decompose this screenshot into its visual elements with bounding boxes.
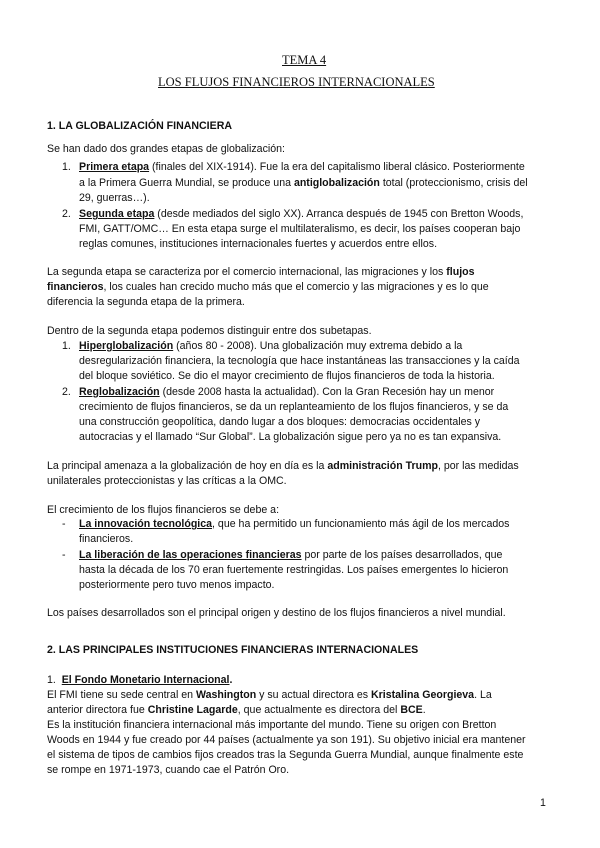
list-item-line: autocracias y el llamado “Sur Global”. La globalización sigue pero ya no es tan expansiva. bbox=[79, 431, 502, 443]
section-2-heading: 2. LAS PRINCIPALES INSTITUCIONES FINANCIERAS INTERNACIONALES bbox=[47, 644, 419, 656]
list-item-line: financieros. bbox=[79, 533, 134, 545]
paragraph-line: diferencia la segunda etapa de la primera. bbox=[47, 296, 245, 308]
intro-paragraph: Se han dado dos grandes etapas de globalización: bbox=[47, 143, 285, 155]
list-dash: - bbox=[62, 549, 66, 561]
page-title: LOS FLUJOS FINANCIEROS INTERNACIONALES bbox=[158, 75, 435, 89]
subsection-title: 1. El Fondo Monetario Internacional. bbox=[47, 674, 233, 686]
list-item-line: FMI, GATT/OMC… En esta etapa surge el multilateralismo, es decir, los países cooperan bajo bbox=[79, 223, 521, 235]
list-item: La innovación tecnológica, que ha permitido un funcionamiento más ágil de los mercados bbox=[79, 518, 510, 530]
list-item-line: posteriormente pero tuvo menos impacto. bbox=[79, 579, 275, 591]
section-1-heading: 1. LA GLOBALIZACIÓN FINANCIERA bbox=[47, 120, 232, 132]
paragraph-line: La segunda etapa se caracteriza por el comercio internacional, las migraciones y los flujos bbox=[47, 266, 475, 278]
paragraph-line: anterior directora fue Christine Lagarde, que actualmente es directora del BCE. bbox=[47, 704, 426, 716]
page-number: 1 bbox=[540, 797, 546, 809]
topic-number: TEMA 4 bbox=[282, 53, 327, 67]
list-item: Reglobalización (desde 2008 hasta la actualidad). Con la Gran Recesión hay un menor bbox=[79, 386, 495, 398]
list-item-line: hasta la década de los 70 eran fuertemente restringidas. Los países emergentes lo hicieron bbox=[79, 564, 509, 576]
paragraph-line: Dentro de la segunda etapa podemos distinguir entre dos subetapas. bbox=[47, 325, 372, 337]
list-number: 2. bbox=[62, 386, 71, 398]
paragraph-line: unilaterales proteccionistas y las críticas a la OMC. bbox=[47, 475, 287, 487]
paragraph-line: financieros, los cuales han crecido mucho más que el comercio y las migraciones y es lo que bbox=[47, 281, 489, 293]
list-item: Segunda etapa (desde mediados del siglo XX). Arranca después de 1945 con Bretton Woods, bbox=[79, 208, 524, 220]
list-number: 2. bbox=[62, 208, 71, 220]
list-item-line: del bloque soviético. Se dio el mayor crecimiento de flujos financieros de toda la historia. bbox=[79, 370, 495, 382]
list-item-line: 29, guerras…). bbox=[79, 192, 150, 204]
list-item-line: reglas comunes, instituciones internacionales fuertes y acuerdos entre ellos. bbox=[79, 238, 438, 250]
paragraph-line: Los países desarrollados son el principal origen y destino de los flujos financieros a nivel mundial. bbox=[47, 607, 506, 619]
paragraph-line: La principal amenaza a la globalización de hoy en día es la administración Trump, por las medidas bbox=[47, 460, 519, 472]
list-dash: - bbox=[62, 518, 66, 530]
list-item-line: a la Primera Guerra Mundial, se produce una antiglobalización total (proteccionismo, crisis del bbox=[79, 177, 528, 189]
list-number: 1. bbox=[62, 340, 71, 352]
list-item-line: crecimiento de flujos financieros, se da un replanteamiento de los flujos financieros, y se da bbox=[79, 401, 509, 413]
list-item-line: una construcción geopolítica, dando lugar a dos bloques: democracias occidentales y bbox=[79, 416, 481, 428]
paragraph-line: se rompe en 1971-1973, cuando cae el Patrón Oro. bbox=[47, 764, 290, 776]
list-item-line: desregularización financiera, la tecnología que hace instantáneas las transacciones y la caída bbox=[79, 355, 520, 367]
paragraph-line: El FMI tiene su sede central en Washington y su actual directora es Kristalina Georgieva. La bbox=[47, 689, 492, 701]
paragraph-line: El crecimiento de los flujos financieros se debe a: bbox=[47, 504, 280, 516]
paragraph-line: Woods en 1944 y fue creado por 44 países (actualmente ya son 191). Su objetivo inicial era mantener bbox=[47, 734, 526, 746]
list-item: Primera etapa (finales del XIX-1914). Fue la era del capitalismo liberal clásico. Posteriormente bbox=[79, 161, 525, 173]
list-number: 1. bbox=[62, 161, 71, 173]
paragraph-line: Es la institución financiera internacional más importante del mundo. Tiene su origen con Bretton bbox=[47, 719, 497, 731]
list-item: La liberación de las operaciones financieras por parte de los países desarrollados, que bbox=[79, 549, 503, 561]
paragraph-line: el sistema de tipos de cambios fijos creados tras la Segunda Guerra Mundial, aunque finalmente este bbox=[47, 749, 524, 761]
list-item: Hiperglobalización (años 80 - 2008). Una globalización muy extrema debido a la bbox=[79, 340, 463, 352]
